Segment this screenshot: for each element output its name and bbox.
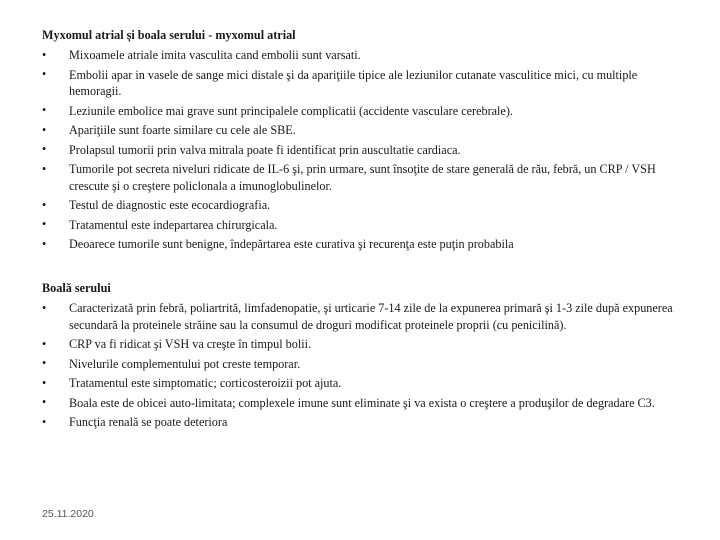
list-item	[42, 354, 682, 374]
list-item	[42, 196, 682, 216]
bullet-marker: •	[42, 47, 47, 62]
list-item	[42, 235, 682, 255]
list-item	[42, 413, 682, 433]
list-item-text: Leziunile embolice mai grave sunt principalele complicatii (accidente vasculare cerebrale).	[69, 103, 513, 118]
list-item	[42, 335, 682, 355]
list-item-text: Apariţiile sunt foarte similare cu cele ale SBE.	[69, 123, 296, 137]
section-heading: Boală serului	[42, 281, 111, 295]
list-item-text: Nivelurile complementului pot creste temporar.	[69, 356, 301, 371]
bullet-marker: •	[42, 103, 47, 117]
list-item	[42, 374, 682, 394]
list-item-text: Tratamentul este simptomatic; corticosteroizii pot ajuta.	[69, 376, 342, 390]
list-item-text: Mixoamele atriale imita vasculita cand embolii sunt varsati.	[69, 48, 361, 62]
bullet-marker: •	[42, 197, 47, 212]
list-item-text: CRP va fi ridicat şi VSH va creşte în timpul bolii.	[69, 337, 312, 351]
list-item	[42, 65, 682, 101]
bullet-marker: •	[42, 236, 47, 251]
list-item	[42, 299, 682, 335]
bullet-marker: •	[42, 300, 47, 315]
list-item	[42, 140, 682, 160]
bullet-marker: •	[42, 375, 47, 390]
bullet-list	[42, 46, 682, 255]
list-item	[42, 101, 682, 121]
list-item-text: Boala este de obicei auto-limitata; complexele imune sunt eliminate şi va exista o creştere a produşilor de degradare C3.	[69, 395, 655, 410]
atrial-myxoma-section	[42, 26, 682, 254]
bullet-marker: •	[42, 142, 47, 156]
bullet-marker: •	[42, 217, 47, 231]
bullet-list	[42, 299, 682, 433]
list-item-text: Funcţia renală se poate deteriora	[69, 415, 228, 429]
bullet-marker: •	[42, 161, 47, 176]
bullet-marker: •	[42, 67, 47, 81]
bullet-marker: •	[42, 356, 47, 370]
list-item	[42, 46, 682, 66]
list-item	[42, 121, 682, 141]
bullet-marker: •	[42, 395, 47, 409]
list-item-text: Testul de diagnostic este ecocardiografia.	[69, 198, 271, 212]
list-item-text: Tumorile pot secreta niveluri ridicate de IL-6 şi, prin urmare, sunt însoţite de stare generală de rău, febră, un CRP / VSH crescute şi o creştere policlonala a imunoglobulinelor.	[69, 162, 656, 193]
list-item-text: Deoarece tumorile sunt benigne, îndepărtarea este curativa şi recurenţa este puţin probabila	[69, 237, 514, 251]
list-item-text: Embolii apar in vasele de sange mici distale şi da apariţiile tipice ale leziunilor cutanate vasculitice mici, cu multiple hemoragii.	[69, 67, 638, 98]
list-item	[42, 160, 682, 196]
bullet-marker: •	[42, 336, 47, 351]
list-item	[42, 393, 682, 413]
bullet-marker: •	[42, 414, 47, 429]
footer-date: 25.11.2020	[42, 508, 94, 520]
list-item	[42, 215, 682, 235]
list-item-text: Tratamentul este indepartarea chirurgicala.	[69, 217, 278, 232]
list-item-text: Caracterizată prin febră, poliartrită, limfadenopatie, şi urticarie 7-14 zile de la expunerea primară şi 1-3 zile după expunerea secundară la proteinele străine sau la consumul de droguri modificat proteinele proprii (cu penicilină).	[69, 301, 673, 332]
serum-sickness-section	[42, 279, 682, 432]
bullet-marker: •	[42, 122, 47, 137]
section-heading: Myxomul atrial şi boala serului - myxomul atrial	[42, 28, 296, 42]
list-item-text: Prolapsul tumorii prin valva mitrala poate fi identificat prin auscultatie cardiaca.	[69, 142, 461, 157]
